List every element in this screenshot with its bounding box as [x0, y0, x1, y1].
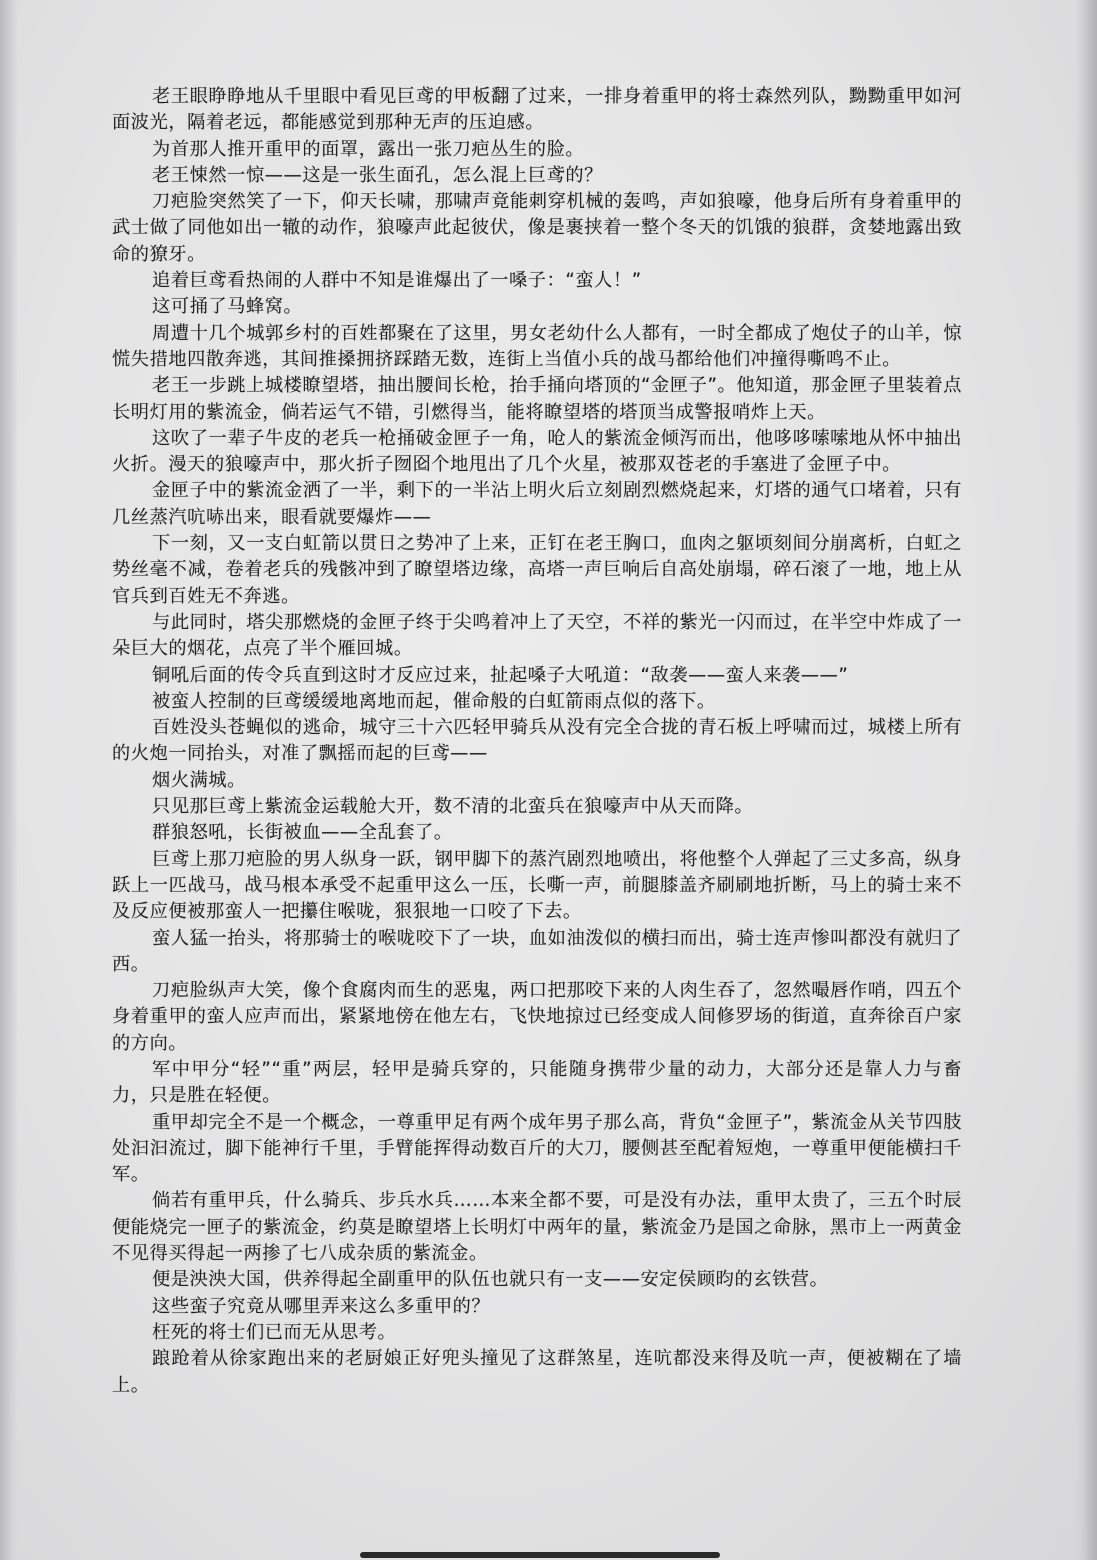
paragraph: 蛮人猛一抬头，将那骑士的喉咙咬下了一块，血如油泼似的横扫而出，骑士连声惨叫都没有就归了西。 — [112, 927, 962, 975]
paragraph: 枉死的将士们已而无从思考。 — [152, 1321, 397, 1343]
paragraph: 巨鸢上那刀疤脸的男人纵身一跃，钢甲脚下的蒸汽剧烈地喷出，将他整个人弹起了三丈多高，纵身跃上一匹战马，战马根本承受不起重甲这么一压，长嘶一声，前腿膝盖齐刷刷地折断，马上的骑士来不及反应便被那蛮人一把攥住喉咙，狠狠地一口咬了下去。 — [112, 848, 962, 923]
paragraph: 老王一步跳上城楼瞭望塔，抽出腰间长枪，抬手捅向塔顶的“金匣子”。他知道，那金匣子里装着点长明灯用的紫流金，倘若运气不错，引燃得当，能将瞭望塔的塔顶当成警报哨炸上天。 — [112, 375, 962, 423]
paragraph: 这吹了一辈子牛皮的老兵一枪捅破金匣子一角，呛人的紫流金倾泻而出，他哆哆嗦嗦地从怀中抽出火折。漫天的狼嚎声中，那火折子囫囵个地甩出了几个火星，被那双苍老的手塞进了金匣子中。 — [112, 427, 962, 476]
paragraph: 百姓没头苍蝇似的逃命，城守三十六匹轻甲骑兵从没有完全合拢的青石板上呼啸而过，城楼上所有的火炮一同抬头，对准了飘摇而起的巨鸢—— — [112, 717, 962, 765]
device-bezel-right — [1075, 0, 1097, 1560]
paragraph: 烟火满城。 — [152, 769, 246, 791]
paragraph: 重甲却完全不是一个概念，一尊重甲足有两个成年男子那么高，背负“金匣子”，紫流金从关节四肢处汩汩流过，脚下能神行千里，手臂能挥得动数百斤的大刀，腰侧甚至配着短炮，一尊重甲便能横扫千军。 — [112, 1111, 962, 1186]
paragraph: 这可捅了马蜂窝。 — [152, 296, 303, 318]
device-bezel-left — [0, 0, 18, 1560]
paragraph: 下一刻，又一支白虹箭以贯日之势冲了上来，正钉在老王胸口，血肉之躯顷刻间分崩离析，白虹之势丝毫不减，卷着老兵的残骸冲到了瞭望塔边缘，高塔一声巨响后自高处崩塌，碎石滚了一地，地上从官兵到百姓无不奔逃。 — [112, 533, 962, 607]
paragraph: 踉跄着从徐家跑出来的老厨娘正好兜头撞见了这群煞星，连吭都没来得及吭一声，便被糊在了墙上。 — [112, 1348, 962, 1396]
home-indicator-bar[interactable] — [360, 1552, 720, 1558]
paragraph: 刀疤脸纵声大笑，像个食腐肉而生的恶鬼，两口把那咬下来的人肉生吞了，忽然嘬唇作哨，四五个身着重甲的蛮人应声而出，紧紧地傍在他左右，飞快地掠过已经变成人间修罗场的街道，直奔徐百户家的方向。 — [112, 980, 962, 1054]
paragraph: 军中甲分“轻”“重”两层，轻甲是骑兵穿的，只能随身携带少量的动力，大部分还是靠人力与畜力，只是胜在轻便。 — [112, 1058, 962, 1107]
paragraph: 为首那人推开重甲的面罩，露出一张刀疤丛生的脸。 — [152, 138, 585, 160]
paragraph: 金匣子中的紫流金洒了一半，剩下的一半沾上明火后立刻剧烈燃烧起来，灯塔的通气口堵着，只有几丝蒸汽吭哧出来，眼看就要爆炸—— — [112, 480, 962, 528]
paragraph: 刀疤脸突然笑了一下，仰天长啸，那啸声竟能刺穿机械的轰鸣，声如狼嚎，他身后所有身着重甲的武士做了同他如出一辙的动作，狼嚎声此起彼伏，像是裹挟着一整个冬天的饥饿的狼群，贪婪地露出致命的獠牙。 — [112, 191, 962, 265]
paragraph: 周遭十几个城郭乡村的百姓都聚在了这里，男女老幼什么人都有，一时全都成了炮仗子的山羊，惊慌失措地四散奔逃，其间推搡拥挤踩踏无数，连街上当值小兵的战马都给他们冲撞得嘶鸣不止。 — [112, 322, 962, 370]
paragraph: 被蛮人控制的巨鸢缓缓地离地而起，催命般的白虹箭雨点似的落下。 — [152, 690, 716, 712]
document-page — [112, 84, 962, 1484]
paragraph: 这些蛮子究竟从哪里弄来这么多重甲的？ — [152, 1295, 491, 1317]
paragraph: 倘若有重甲兵，什么骑兵、步兵水兵……本来全都不要，可是没有办法，重甲太贵了，三五个时辰便能烧完一匣子的紫流金，约莫是瞭望塔上长明灯中两年的量，紫流金乃是国之命脉，黑市上一两黄金不见得买得起一两掺了七八成杂质的紫流金。 — [112, 1190, 962, 1265]
paragraph: 只见那巨鸢上紫流金运载舱大开，数不清的北蛮兵在狼嚎声中从天而降。 — [152, 796, 754, 818]
paragraph: 追着巨鸢看热闹的人群中不知是谁爆出了一嗓子：“蛮人！” — [152, 270, 642, 292]
paragraph: 老王悚然一惊——这是一张生面孔，怎么混上巨鸢的？ — [152, 164, 603, 186]
paragraph: 老王眼睁睁地从千里眼中看见巨鸢的甲板翻了过来，一排身着重甲的将士森然列队，黝黝重甲如河面波光，隔着老远，都能感觉到那种无声的压迫感。 — [112, 86, 962, 134]
paragraph: 便是泱泱大国，供养得起全副重甲的队伍也就只有一支——安定侯顾昀的玄铁营。 — [152, 1269, 829, 1291]
paragraph: 与此同时，塔尖那燃烧的金匣子终于尖鸣着冲上了天空，不祥的紫光一闪而过，在半空中炸成了一朵巨大的烟花，点亮了半个雁回城。 — [112, 611, 962, 660]
paragraph: 铜吼后面的传令兵直到这时才反应过来，扯起嗓子大吼道：“敌袭——蛮人来袭——” — [152, 664, 849, 686]
paragraph: 群狼怒吼，长街被血——全乱套了。 — [152, 822, 453, 844]
